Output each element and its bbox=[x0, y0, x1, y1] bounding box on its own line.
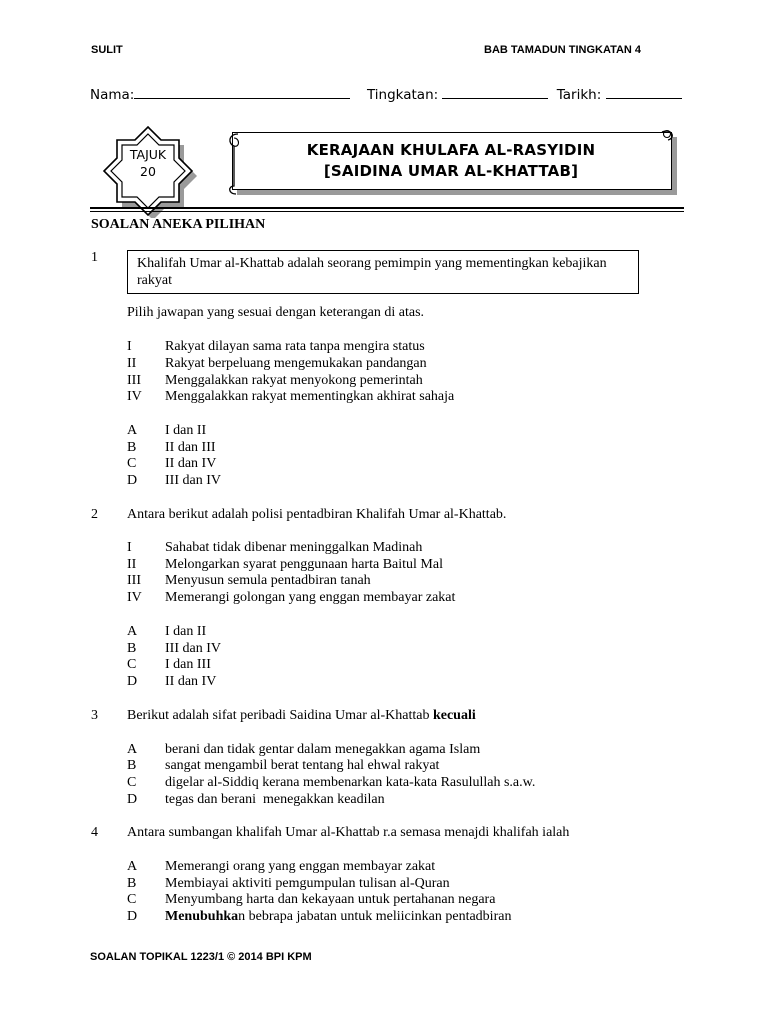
badge-label: TAJUK bbox=[129, 147, 167, 162]
question-1-number: 1 bbox=[91, 250, 98, 265]
option-row[interactable]: D tegas dan berani menegakkan keadilan bbox=[127, 792, 385, 807]
header-left: SULIT bbox=[91, 44, 123, 56]
statement-row: III Menggalakkan rakyat menyokong pemerintah bbox=[127, 373, 423, 388]
divider-thin bbox=[90, 211, 684, 212]
option-row[interactable]: A berani dan tidak gentar dalam menegakkan agama Islam bbox=[127, 742, 481, 757]
question-4-prompt: Antara sumbangan khalifah Umar al-Khattab r.a semasa menajdi khalifah ialah bbox=[127, 825, 570, 840]
name-field[interactable] bbox=[134, 86, 350, 99]
option-row[interactable]: D III dan IV bbox=[127, 473, 221, 488]
option-row[interactable]: A I dan II bbox=[127, 423, 207, 438]
option-row[interactable]: C Menyumbang harta dan kekayaan untuk pertahanan negara bbox=[127, 892, 496, 907]
question-2-prompt: Antara berikut adalah polisi pentadbiran Khalifah Umar al-Khattab. bbox=[127, 507, 507, 522]
badge-number: 20 bbox=[140, 164, 156, 179]
option-row[interactable]: B Membiayai aktiviti pemgumpulan tulisan al-Quran bbox=[127, 876, 450, 891]
class-label: Tingkatan: bbox=[366, 87, 439, 103]
title-line-2: [SAIDINA UMAR AL-KHATTAB] bbox=[323, 162, 579, 180]
question-2-number: 2 bbox=[91, 507, 98, 522]
question-1-prompt: Pilih jawapan yang sesuai dengan keterangan di atas. bbox=[127, 305, 425, 320]
option-row[interactable]: A I dan II bbox=[127, 624, 207, 639]
title-line-1: KERAJAAN KHULAFA AL-RASYIDIN bbox=[306, 141, 596, 159]
option-row[interactable]: B II dan III bbox=[127, 440, 216, 455]
option-row[interactable]: C I dan III bbox=[127, 657, 211, 672]
option-row[interactable]: D Menubuhkan bebrapa jabatan untuk meliicinkan pentadbiran bbox=[127, 909, 512, 924]
option-row[interactable]: C digelar al-Siddiq kerana membenarkan kata-kata Rasulullah s.a.w. bbox=[127, 775, 536, 790]
option-row[interactable]: B sangat mengambil berat tentang hal ehwal rakyat bbox=[127, 758, 440, 773]
name-label: Nama: bbox=[90, 87, 135, 103]
question-4-number: 4 bbox=[91, 825, 98, 840]
statement-row: III Menyusun semula pentadbiran tanah bbox=[127, 573, 371, 588]
date-label: Tarikh: bbox=[556, 87, 602, 103]
question-3-keyword: kecuali bbox=[432, 708, 476, 723]
statement-row: IV Menggalakkan rakyat mementingkan akhirat sahaja bbox=[127, 389, 455, 404]
divider-thick bbox=[90, 207, 684, 209]
option-row[interactable]: B III dan IV bbox=[127, 641, 221, 656]
class-field[interactable] bbox=[442, 86, 548, 99]
statement-row: II Rakyat berpeluang mengemukakan pandangan bbox=[127, 356, 427, 371]
option-row[interactable]: A Memerangi orang yang enggan membayar zakat bbox=[127, 859, 436, 874]
page-title bbox=[232, 140, 670, 182]
statement-row: II Melongarkan syarat penggunaan harta Baitul Mal bbox=[127, 557, 443, 572]
student-info-row bbox=[90, 86, 690, 103]
statement-row: IV Memerangi golongan yang enggan membayar zakat bbox=[127, 590, 456, 605]
statement-row: I Sahabat tidak dibenar meninggalkan Madinah bbox=[127, 540, 423, 555]
question-3-prompt: Berikut adalah sifat peribadi Saidina Umar al-Khattab kecuali bbox=[127, 708, 476, 723]
header-right: BAB TAMADUN TINGKATAN 4 bbox=[484, 44, 642, 56]
question-3-number: 3 bbox=[91, 708, 98, 723]
footer-text: SOALAN TOPIKAL 1223/1 © 2014 BPI KPM bbox=[90, 951, 312, 963]
option-row[interactable]: C II dan IV bbox=[127, 456, 217, 471]
option-row[interactable]: D II dan IV bbox=[127, 674, 217, 689]
section-heading: SOALAN ANEKA PILIHAN bbox=[91, 217, 266, 232]
date-field[interactable] bbox=[606, 86, 682, 99]
statement-row: I Rakyat dilayan sama rata tanpa mengira status bbox=[127, 339, 425, 354]
question-1-box-text: Khalifah Umar al-Khattab adalah seorang pemimpin yang mementingkan kebajikan rakyat bbox=[137, 256, 607, 288]
